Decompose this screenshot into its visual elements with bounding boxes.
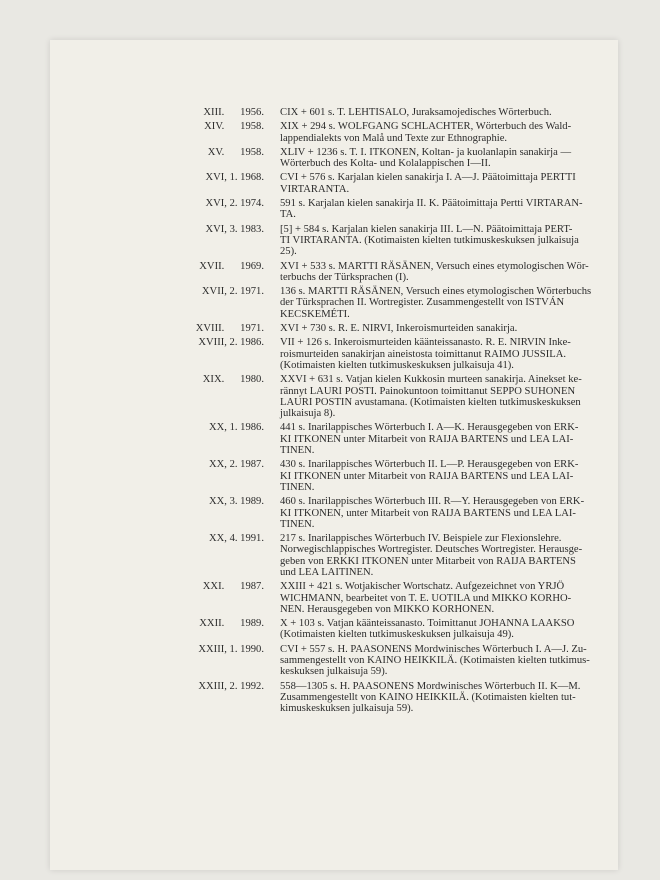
entry-line: Wörterbuch des Kolta- und Kolalappischen I—II. <box>280 158 491 170</box>
entry-line: X + 103 s. Vatjan käänteissanasto. Toimittanut JOHANNA LAAKSO <box>280 618 575 630</box>
entry-line: roismurteiden sanakirjan aineistosta toimittanut RAIMO JUSSILA. <box>280 348 566 360</box>
entry-line: WICHMANN, bearbeitet von T. E. UOTILA und MIKKO KORHO- <box>280 592 572 604</box>
entry-line: TI VIRTARANTA. (Kotimaisten kielten tutkimuskeskuksen julkaisuja <box>280 234 579 246</box>
volume-number: XV. 1958. <box>207 146 264 158</box>
volume-number: XVI, 2. 1974. <box>205 198 264 210</box>
entry-line: (Kotimaisten kielten tutkimuskeskuksen julkaisuja 49). <box>280 629 514 641</box>
entry-line: KI ITKONEN, unter Mitarbeit von RAIJA BARTENS und LEA LAI- <box>280 507 576 519</box>
entry-line: KECSKEMÉTI. <box>280 308 350 320</box>
entry-text <box>280 459 604 493</box>
entry-line: CVI + 576 s. Karjalan kielen sanakirja I. A—J. Päätoimittaja PERTTI <box>280 172 576 184</box>
list-item <box>134 224 604 258</box>
list-item <box>134 323 604 334</box>
entry-line: 136 s. MARTTI RÄSÄNEN, Versuch eines etymologischen Wörterbuchs <box>280 286 592 298</box>
entry-line: CIX + 601 s. T. LEHTISALO, Juraksamojedisches Wörterbuch. <box>280 107 552 118</box>
entry-line: XXIII + 421 s. Wotjakischer Wortschatz. Aufgezeichnet von YRJÖ <box>280 581 565 593</box>
entry-line: TA. <box>280 209 296 221</box>
entry-line: KI ITKONEN unter Mitarbeit von RAIJA BARTENS und LEA LAI- <box>280 433 574 445</box>
entry-line: TINEN. <box>280 518 315 530</box>
list-item <box>134 261 604 284</box>
volume-number: XVI, 1. 1968. <box>205 172 264 184</box>
list-item <box>134 107 604 118</box>
list-item <box>134 581 604 615</box>
entry-text <box>280 107 604 118</box>
entry-line: geben von ERKKI ITKONEN unter Mitarbeit von RAIJA BARTENS <box>280 555 576 567</box>
entry-line: LAURI POSTIN avustamana. (Kotimaisten kielten tutkimuskeskuksen <box>280 396 581 408</box>
book-back-cover <box>50 40 618 870</box>
entry-line: VIRTARANTA. <box>280 183 350 195</box>
volume-number: XVIII. 1971. <box>195 323 264 335</box>
volume-number: XXI. 1987. <box>202 581 264 593</box>
entry-line: XIX + 294 s. WOLFGANG SCHLACHTER, Wörterbuch des Wald- <box>280 121 572 133</box>
entry-line: 430 s. Inarilappisches Wörterbuch II. L—P. Herausgegeben von ERK- <box>280 459 579 471</box>
entry-line: KI ITKONEN unter Mitarbeit von RAIJA BARTENS und LEA LAI- <box>280 470 574 482</box>
entry-text <box>280 337 604 371</box>
entry-text <box>280 374 604 419</box>
entry-text <box>280 172 604 195</box>
entry-line: 558—1305 s. H. PAASONENS Mordwinisches Wörterbuch II. K—M. <box>280 680 581 692</box>
entry-text <box>280 224 604 258</box>
entry-text <box>280 618 604 641</box>
entry-line: CVI + 557 s. H. PAASONENS Mordwinisches Wörterbuch I. A—J. Zu- <box>280 643 587 655</box>
entry-text <box>280 422 604 456</box>
entry-line: der Türksprachen II. Wortregister. Zusammengestellt von ISTVÁN <box>280 297 565 309</box>
entry-line: 217 s. Inarilappisches Wörterbuch IV. Beispiele zur Flexionslehre. <box>280 533 562 545</box>
entry-text <box>280 533 604 578</box>
entry-line: 25). <box>280 246 297 258</box>
entry-text <box>280 581 604 615</box>
entry-line: 591 s. Karjalan kielen sanakirja II. K. Päätoimittaja Pertti VIRTARAN- <box>280 198 583 210</box>
volume-number: XXIII, 2. 1992. <box>198 680 264 692</box>
entry-text <box>280 147 604 170</box>
volume-number: XXII. 1989. <box>199 618 264 630</box>
list-item <box>134 337 604 371</box>
list-item <box>134 618 604 641</box>
volume-number: XIX. 1980. <box>202 374 264 386</box>
volume-number: XVII. 1969. <box>199 260 264 272</box>
entry-line: keskuksen julkaisuja 59). <box>280 666 388 678</box>
entry-text <box>280 644 604 678</box>
volume-number: XX, 2. 1987. <box>208 459 264 471</box>
entry-line: Zusammengestellt von KAINO HEIKKILÄ. (Kotimaisten kielten tut- <box>280 691 576 703</box>
list-item <box>134 172 604 195</box>
list-item <box>134 644 604 678</box>
list-item <box>134 681 604 715</box>
entry-line: XVI + 730 s. R. E. NIRVI, Inkeroismurteiden sanakirja. <box>280 323 518 335</box>
list-item <box>134 147 604 170</box>
list-item <box>134 533 604 578</box>
entry-line: 460 s. Inarilappisches Wörterbuch III. R—Y. Herausgegeben von ERK- <box>280 496 585 508</box>
publication-list <box>134 107 604 718</box>
entry-text <box>280 261 604 284</box>
volume-number: XXIII, 1. 1990. <box>198 643 264 655</box>
entry-line: [5] + 584 s. Karjalan kielen sanakirja III. L—N. Päätoimittaja PERT- <box>280 223 573 235</box>
volume-number: XVII, 2. 1971. <box>201 286 264 298</box>
entry-line: 441 s. Inarilappisches Wörterbuch I. A—K. Herausgegeben von ERK- <box>280 422 579 434</box>
list-item <box>134 198 604 221</box>
entry-text <box>280 121 604 144</box>
list-item <box>134 422 604 456</box>
volume-number: XX, 1. 1986. <box>208 422 264 434</box>
entry-text <box>280 496 604 530</box>
entry-line: Norwegischlappisches Wortregister. Deutsches Wortregister. Herausge- <box>280 544 583 556</box>
entry-line: julkaisuja 8). <box>280 408 336 420</box>
entry-line: sammengestellt von KAINO HEIKKILÄ. (Kotimaisten kielten tutkimus- <box>280 655 590 667</box>
volume-number: XX, 4. 1991. <box>208 533 264 545</box>
list-item <box>134 459 604 493</box>
list-item <box>134 286 604 320</box>
entry-text <box>280 286 604 320</box>
entry-line: XXVI + 631 s. Vatjan kielen Kukkosin murteen sanakirja. Ainekset ke- <box>280 374 582 386</box>
volume-number: XVIII, 2. 1986. <box>198 337 264 349</box>
entry-text <box>280 198 604 221</box>
entry-line: XLIV + 1236 s. T. I. ITKONEN, Koltan- ja kuolanlapin sanakirja — <box>280 146 572 158</box>
list-item <box>134 121 604 144</box>
volume-number: XIII. 1956. <box>203 107 264 118</box>
entry-line: terbuchs der Türksprachen (I). <box>280 271 409 283</box>
volume-number: XIV. 1958. <box>204 121 264 133</box>
entry-line: TINEN. <box>280 481 315 493</box>
volume-number: XX, 3. 1989. <box>208 496 264 508</box>
entry-line: VII + 126 s. Inkeroismurteiden käänteissanasto. R. E. NIRVIN Inke- <box>280 337 571 349</box>
list-item <box>134 374 604 419</box>
list-item <box>134 496 604 530</box>
entry-line: XVI + 533 s. MARTTI RÄSÄNEN, Versuch eines etymologischen Wör- <box>280 260 589 272</box>
entry-line: kimuskeskuksen julkaisuja 59). <box>280 703 414 715</box>
entry-line: TINEN. <box>280 445 315 457</box>
entry-text <box>280 323 604 334</box>
entry-line: rännyt LAURI POSTI. Painokuntoon toimittanut SEPPO SUHONEN <box>280 385 576 397</box>
entry-line: lappendialekts von Malå und Texte zur Ethnographie. <box>280 132 508 144</box>
entry-line: NEN. Herausgegeben von MIKKO KORHONEN. <box>280 603 495 615</box>
entry-text <box>280 681 604 715</box>
entry-line: und LEA LAITINEN. <box>280 566 374 578</box>
volume-number: XVI, 3. 1983. <box>205 223 264 235</box>
entry-line: (Kotimaisten kielten tutkimuskeskuksen julkaisuja 41). <box>280 359 514 371</box>
